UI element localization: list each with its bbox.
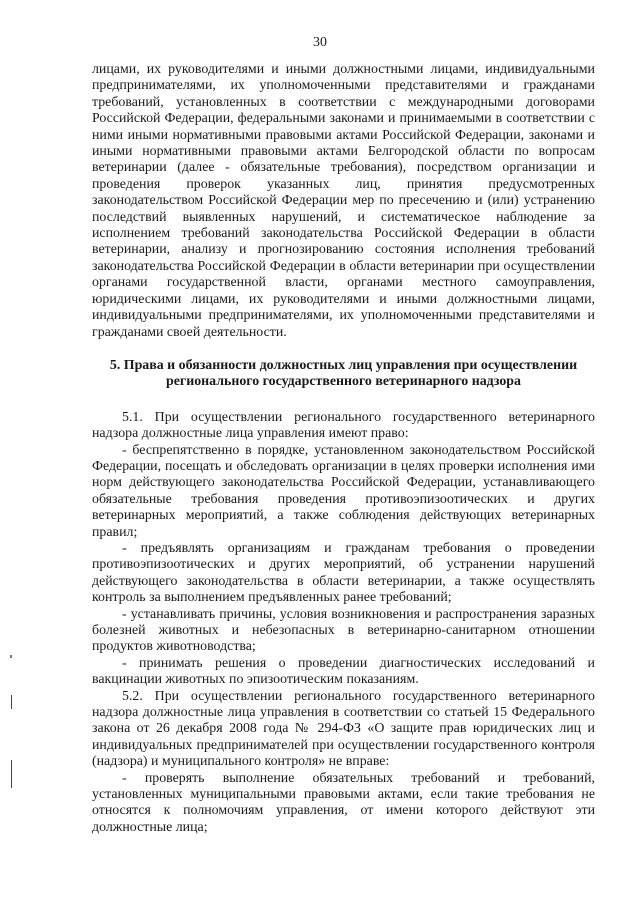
list-item-prohibition-check: - проверять выполнение обязательных требований и требований, установленных муниципальными правовыми актами, если такие требования не относятся к полномочиям управления, от имени которого действуют эти должностные лица; [92,770,595,835]
list-item-right-establish: - устанавливать причины, условия возникновения и распространения заразных болезней животных и небезопасных в ветеринарно-санитарном отношении продуктов животноводства; [92,606,595,655]
list-item-right-demand: - предъявлять организациям и гражданам требования о проведении противоэпизоотических и других мероприятий, об устранении нарушений действующего законодательства в области ветеринарии, а также осуществлять контроль за выполнением предъявленных ранее требований; [92,540,595,606]
scan-artifact [10,655,12,658]
list-item-right-visit: - беспрепятственно в порядке, установленном законодательством Российской Федерации, посещать и обследовать организации в целях проверки исполнения ими норм действующего законодательства Российской Федерации, устанавливающего обязательные требования проведения противоэпизоотических и других ветеринарных мероприятий, а также соблюдения действующих ветеринарных правил; [92,442,595,540]
scan-artifact [11,695,12,709]
paragraph-continuation: лицами, их руководителями и иными должностными лицами, индивидуальными предпринимателями, их уполномоченными представителями и гражданами требований, установленных в соответствии с международными договорами Российской Федерации, федеральными законами и принимаемыми в соответствии с ними иными нормативными правовыми актами Российской Федерации, законами и иными нормативными правовыми актами Белгородской области по вопросам ветеринарии (далее - обязательные требования), посредством организации и проведения проверок указанных лиц, принятия предусмотренных законодательством Российской Федерации мер по пресечению и (или) устранению последствий выявленных нарушений, и систематическое наблюдение за исполнением требований законодательства Российской Федерации в области ветеринарии, анализу и прогнозированию состояния исполнения требований законодательства Российской Федерации в области ветеринарии при осуществлении органами государственной власти, органами местного самоуправления, юридическими лицами, их руководителями и иными должностными лицами, индивидуальными предпринимателями, их уполномоченными представителями и гражданами своей деятельности. [92,62,595,340]
scan-artifact [11,760,12,788]
list-item-right-decide: - принимать решения о проведении диагностических исследований и вакцинации животных по эпизоотическим показаниям. [92,655,595,688]
document-body [92,62,595,836]
page-number: 30 [313,35,327,50]
section-heading: 5. Права и обязанности должностных лиц управления при осуществлении регионального государственного ветеринарного надзора [109,357,578,390]
paragraph-5-2: 5.2. При осуществлении регионального государственного ветеринарного надзора должностные лица управления в соответствии со статьей 15 Федерального закона от 26 декабря 2008 года № 294-ФЗ «О защите прав юридических лиц и индивидуальных предпринимателей при осуществлении государственного контроля (надзора) и муниципального контроля» не вправе: [92,688,595,770]
paragraph-5-1: 5.1. При осуществлении регионального государственного ветеринарного надзора должностные лица управления имеют право: [92,409,595,442]
